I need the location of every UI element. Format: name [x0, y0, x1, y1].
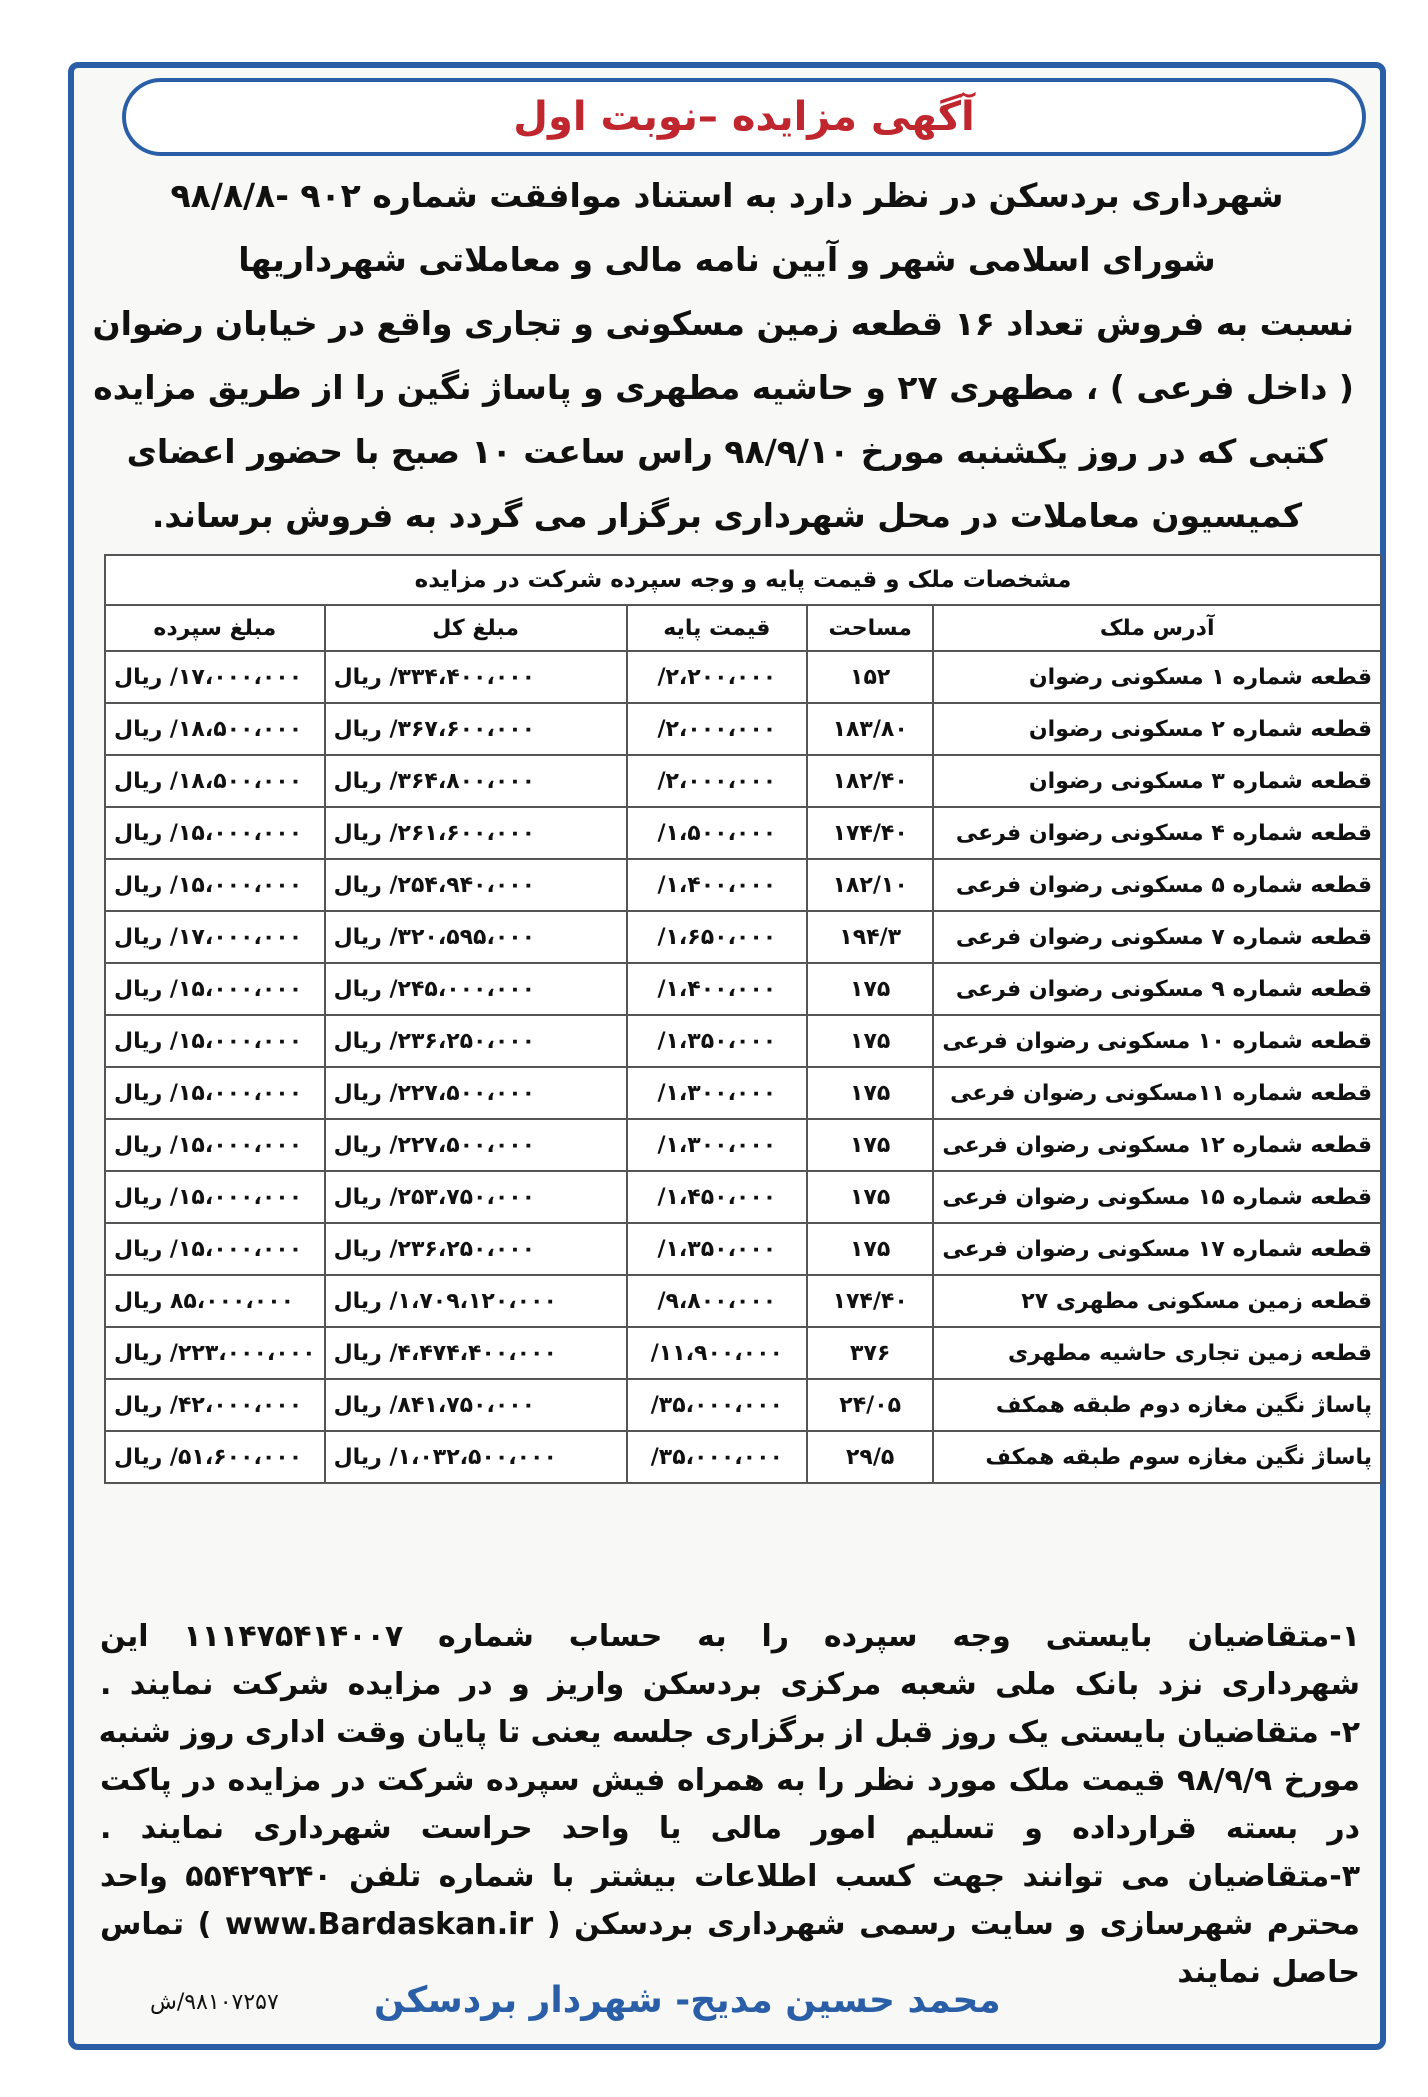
note-line: محترم شهرسازی و سایت رسمی شهرداری بردسکن ( www.Bardaskan.ir ) تماس — [100, 1907, 1360, 1942]
table-row — [105, 963, 1381, 1015]
cell-address: قطعه شماره ۱۲ مسکونی رضوان فرعی — [933, 1119, 1381, 1171]
note-line: شهرداری نزد بانک ملی شعبه مرکزی بردسکن واریز و در مزایده شرکت نمایند . — [100, 1667, 1360, 1702]
table-row — [105, 911, 1381, 963]
intro-line: شهرداری بردسکن در نظر دارد به استناد موافقت شماره ۹۰۲ -۹۸/۸/۸ — [170, 176, 1284, 215]
cell-deposit: ۲۲۳،۰۰۰،۰۰۰/ ریال — [105, 1327, 325, 1379]
intro-line: کتبی که در روز یکشنبه مورخ ۹۸/۹/۱۰ راس ساعت ۱۰ صبح با حضور اعضای — [126, 432, 1328, 471]
cell-address: قطعه شماره ۵ مسکونی رضوان فرعی — [933, 859, 1381, 911]
cell-base-price: ۱،۳۵۰،۰۰۰/ — [627, 1015, 807, 1067]
note-line: ۳-متقاضیان می توانند جهت کسب اطلاعات بیشتر با شماره تلفن ۵۵۴۲۹۲۴۰ واحد — [100, 1859, 1360, 1894]
cell-address: قطعه شماره ۴ مسکونی رضوان فرعی — [933, 807, 1381, 859]
cell-base-price: ۱،۴۰۰،۰۰۰/ — [627, 963, 807, 1015]
header-address: آدرس ملک — [933, 605, 1381, 651]
intro-line: نسبت به فروش تعداد ۱۶ قطعه زمین مسکونی و تجاری واقع در خیابان رضوان — [92, 304, 1354, 343]
header-base-price: قیمت پایه — [627, 605, 807, 651]
cell-total: ۳۶۴،۸۰۰،۰۰۰/ ریال — [325, 755, 627, 807]
header-total: مبلغ کل — [325, 605, 627, 651]
conditions — [100, 1613, 1360, 1997]
cell-deposit: ۱۵،۰۰۰،۰۰۰/ ریال — [105, 1119, 325, 1171]
header-area: مساحت — [807, 605, 933, 651]
cell-area: ۱۵۲ — [807, 651, 933, 703]
table-row — [105, 807, 1381, 859]
cell-total: ۲۵۳،۷۵۰،۰۰۰/ ریال — [325, 1171, 627, 1223]
cell-address: قطعه شماره ۱ مسکونی رضوان — [933, 651, 1381, 703]
cell-deposit: ۸۵،۰۰۰،۰۰۰ ریال — [105, 1275, 325, 1327]
cell-area: ۱۷۵ — [807, 1171, 933, 1223]
cell-deposit: ۱۷،۰۰۰،۰۰۰/ ریال — [105, 911, 325, 963]
cell-area: ۱۷۵ — [807, 1067, 933, 1119]
cell-base-price: ۱،۳۰۰،۰۰۰/ — [627, 1119, 807, 1171]
table-row — [105, 703, 1381, 755]
cell-deposit: ۱۵،۰۰۰،۰۰۰/ ریال — [105, 1171, 325, 1223]
cell-total: ۲۳۶،۲۵۰،۰۰۰/ ریال — [325, 1223, 627, 1275]
cell-deposit: ۱۵،۰۰۰،۰۰۰/ ریال — [105, 859, 325, 911]
table-row — [105, 1119, 1381, 1171]
cell-base-price: ۲،۰۰۰،۰۰۰/ — [627, 703, 807, 755]
cell-address: قطعه شماره ۳ مسکونی رضوان — [933, 755, 1381, 807]
cell-address: قطعه زمین مسکونی مطهری ۲۷ — [933, 1275, 1381, 1327]
cell-base-price: ۲،۰۰۰،۰۰۰/ — [627, 755, 807, 807]
cell-total: ۲۴۵،۰۰۰،۰۰۰/ ریال — [325, 963, 627, 1015]
cell-area: ۲۴/۰۵ — [807, 1379, 933, 1431]
cell-area: ۱۷۵ — [807, 1119, 933, 1171]
title-banner — [122, 78, 1366, 156]
table-row — [105, 1327, 1381, 1379]
table-caption: مشخصات ملک و قیمت پایه و وجه سپرده شرکت در مزایده — [105, 555, 1381, 605]
cell-total: ۳۲۰،۵۹۵،۰۰۰/ ریال — [325, 911, 627, 963]
cell-area: ۱۹۴/۳ — [807, 911, 933, 963]
intro-line: کمیسیون معاملات در محل شهرداری برگزار می گردد به فروش برساند. — [151, 496, 1303, 535]
table-row — [105, 1275, 1381, 1327]
cell-address: قطعه شماره ۹ مسکونی رضوان فرعی — [933, 963, 1381, 1015]
notice-title: آگهی مزایده –نوبت اول — [513, 94, 975, 140]
cell-address: قطعه زمین تجاری حاشیه مطهری — [933, 1327, 1381, 1379]
note-line: مورخ ۹۸/۹/۹ قیمت ملک مورد نظر را به همراه فیش سپرده شرکت در مزایده در پاکت — [100, 1763, 1361, 1798]
cell-area: ۱۸۲/۱۰ — [807, 859, 933, 911]
cell-base-price: ۳۵،۰۰۰،۰۰۰/ — [627, 1379, 807, 1431]
cell-area: ۲۹/۵ — [807, 1431, 933, 1483]
cell-base-price: ۲،۲۰۰،۰۰۰/ — [627, 651, 807, 703]
cell-total: ۲۲۷،۵۰۰،۰۰۰/ ریال — [325, 1119, 627, 1171]
note-line: ۱-متقاضیان بایستی وجه سپرده را به حساب شماره ۱۱۱۴۷۵۴۱۴۰۰۷ این — [100, 1619, 1360, 1654]
table-body — [105, 651, 1381, 1483]
cell-address: قطعه شماره ۲ مسکونی رضوان — [933, 703, 1381, 755]
cell-total: ۲۳۶،۲۵۰،۰۰۰/ ریال — [325, 1015, 627, 1067]
cell-area: ۱۷۴/۴۰ — [807, 807, 933, 859]
table-row — [105, 1431, 1381, 1483]
cell-area: ۱۸۲/۴۰ — [807, 755, 933, 807]
cell-base-price: ۹،۸۰۰،۰۰۰/ — [627, 1275, 807, 1327]
property-table — [104, 554, 1382, 1484]
cell-address: قطعه شماره ۱۷ مسکونی رضوان فرعی — [933, 1223, 1381, 1275]
cell-total: ۳۶۷،۶۰۰،۰۰۰/ ریال — [325, 703, 627, 755]
cell-total: ۲۲۷،۵۰۰،۰۰۰/ ریال — [325, 1067, 627, 1119]
cell-address: قطعه شماره ۱۰ مسکونی رضوان فرعی — [933, 1015, 1381, 1067]
cell-deposit: ۱۵،۰۰۰،۰۰۰/ ریال — [105, 963, 325, 1015]
intro-line: ( داخل فرعی ) ، مطهری ۲۷ و حاشیه مطهری و پاساژ نگین را از طریق مزایده — [93, 368, 1354, 407]
cell-base-price: ۳۵،۰۰۰،۰۰۰/ — [627, 1431, 807, 1483]
cell-deposit: ۱۵،۰۰۰،۰۰۰/ ریال — [105, 1067, 325, 1119]
cell-deposit: ۱۸،۵۰۰،۰۰۰/ ریال — [105, 703, 325, 755]
cell-total: ۱،۷۰۹،۱۲۰،۰۰۰/ ریال — [325, 1275, 627, 1327]
cell-area: ۱۷۵ — [807, 963, 933, 1015]
table-row — [105, 859, 1381, 911]
cell-deposit: ۱۸،۵۰۰،۰۰۰/ ریال — [105, 755, 325, 807]
cell-address: قطعه شماره ۱۵ مسکونی رضوان فرعی — [933, 1171, 1381, 1223]
intro-text — [92, 164, 1354, 548]
cell-base-price: ۱،۶۵۰،۰۰۰/ — [627, 911, 807, 963]
cell-deposit: ۱۵،۰۰۰،۰۰۰/ ریال — [105, 1015, 325, 1067]
cell-base-price: ۱،۳۰۰،۰۰۰/ — [627, 1067, 807, 1119]
table-row — [105, 1067, 1381, 1119]
table-row — [105, 651, 1381, 703]
table-row — [105, 1171, 1381, 1223]
cell-deposit: ۱۵،۰۰۰،۰۰۰/ ریال — [105, 1223, 325, 1275]
cell-base-price: ۱،۳۵۰،۰۰۰/ — [627, 1223, 807, 1275]
cell-total: ۲۶۱،۶۰۰،۰۰۰/ ریال — [325, 807, 627, 859]
signature: محمد حسین مدیح- شهردار بردسکن — [374, 1980, 1001, 2021]
cell-deposit: ۱۵،۰۰۰،۰۰۰/ ریال — [105, 807, 325, 859]
cell-address: پاساژ نگین مغازه سوم طبقه همکف — [933, 1431, 1381, 1483]
cell-base-price: ۱۱،۹۰۰،۰۰۰/ — [627, 1327, 807, 1379]
header-deposit: مبلغ سپرده — [105, 605, 325, 651]
table-row — [105, 1223, 1381, 1275]
cell-total: ۴،۴۷۴،۴۰۰،۰۰۰/ ریال — [325, 1327, 627, 1379]
cell-address: قطعه شماره ۷ مسکونی رضوان فرعی — [933, 911, 1381, 963]
cell-address: قطعه شماره ۱۱مسکونی رضوان فرعی — [933, 1067, 1381, 1119]
cell-base-price: ۱،۴۰۰،۰۰۰/ — [627, 859, 807, 911]
cell-area: ۱۷۵ — [807, 1015, 933, 1067]
auction-notice — [68, 62, 1386, 2050]
note-line: ۲- متقاضیان بایستی یک روز قبل از برگزاری جلسه یعنی تا پایان وقت اداری روز شنبه — [98, 1715, 1360, 1750]
cell-address: پاساژ نگین مغازه دوم طبقه همکف — [933, 1379, 1381, 1431]
cell-base-price: ۱،۵۰۰،۰۰۰/ — [627, 807, 807, 859]
cell-deposit: ۱۷،۰۰۰،۰۰۰/ ریال — [105, 651, 325, 703]
cell-area: ۱۸۳/۸۰ — [807, 703, 933, 755]
cell-total: ۳۳۴،۴۰۰،۰۰۰/ ریال — [325, 651, 627, 703]
cell-total: ۱،۰۳۲،۵۰۰،۰۰۰/ ریال — [325, 1431, 627, 1483]
cell-area: ۳۷۶ — [807, 1327, 933, 1379]
cell-area: ۱۷۵ — [807, 1223, 933, 1275]
cell-deposit: ۴۲،۰۰۰،۰۰۰/ ریال — [105, 1379, 325, 1431]
cell-deposit: ۵۱،۶۰۰،۰۰۰/ ریال — [105, 1431, 325, 1483]
table-row — [105, 755, 1381, 807]
note-line: در بسته قرارداده و تسلیم امور مالی یا واحد حراست شهرداری نمایند . — [100, 1811, 1360, 1846]
cell-total: ۸۴۱،۷۵۰،۰۰۰/ ریال — [325, 1379, 627, 1431]
table-row — [105, 1379, 1381, 1431]
note-line: حاصل نمایند — [1177, 1955, 1360, 1990]
table-row — [105, 1015, 1381, 1067]
cell-base-price: ۱،۴۵۰،۰۰۰/ — [627, 1171, 807, 1223]
intro-line: شورای اسلامی شهر و آیین نامه مالی و معاملاتی شهرداریها — [238, 240, 1216, 279]
notice-code: ۹۸۱۰۷۲۵۷/ش — [150, 1990, 279, 2015]
cell-area: ۱۷۴/۴۰ — [807, 1275, 933, 1327]
cell-total: ۲۵۴،۹۴۰،۰۰۰/ ریال — [325, 859, 627, 911]
